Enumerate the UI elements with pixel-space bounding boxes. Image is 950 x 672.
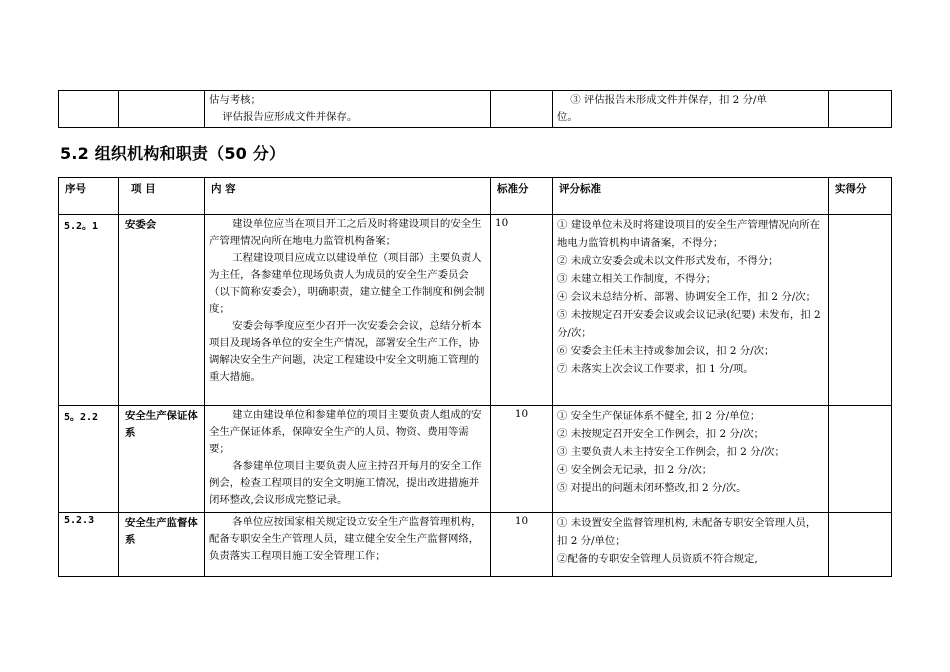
row-score: 10 [491,406,553,513]
criteria-line: 位。 [557,111,578,123]
criteria-line: ① 安全生产保证体系不健全, 扣 2 分/单位； [557,410,761,422]
row-seq: 5.2.3 [59,513,119,577]
item-cell [119,91,205,128]
header-standard: 标准分 [491,178,553,215]
criteria-line: ② 未按规定召开安全工作例会，扣 2 分/次； [557,428,765,440]
criteria-line: ② 未成立安委会或未以文件形式发布，不得分； [557,255,779,267]
header-content: 内 容 [205,178,491,215]
header-criteria: 评分标准 [553,178,829,215]
row-actual [829,513,892,577]
header-actual: 实得分 [829,178,892,215]
row-item: 安委会 [119,215,205,406]
row-content: 各单位应按国家相关规定设立安全生产监督管理机构，配备专职安全生产管理人员，建立健全安全生产监督网络，负责落实工程项目施工安全管理工作； [205,513,491,577]
header-row [59,178,892,215]
criteria-line: ③ 主要负责人未主持安全工作例会，扣 2 分/次； [557,446,785,458]
header-seq: 序号 [59,178,119,215]
row-score: 10 [491,513,553,577]
criteria-line: ① 未设置安全监督管理机构, 未配备专职安全管理人员，扣 2 分/单位； [557,517,817,547]
row-criteria [553,513,829,577]
section-title: 5.2 组织机构和职责（50 分） [60,144,286,163]
criteria-line: ④ 安全例会无记录，扣 2 分/次； [557,464,713,476]
continuation-table [58,90,892,128]
criteria-line: ⑥ 安委会主任未主持或参加会议，扣 2 分/次； [557,345,775,357]
criteria-line: ③ 评估报告未形成文件并保存，扣 2 分/单 [557,94,767,106]
row-criteria [553,215,829,406]
table-row [59,513,892,577]
criteria-line: ⑦ 未落实上次会议工作要求，扣 1 分/项。 [557,363,754,375]
row-score: 10 [491,215,553,406]
criteria-line: ④ 会议未总结分析、部署、协调安全工作，扣 2 分/次； [557,291,817,303]
scoring-table [58,177,892,577]
score-cell [491,91,553,128]
content-line: 估与考核； [209,94,261,106]
row-seq: 5.2。1 [59,215,119,406]
row-item: 安全生产监督体系 [119,513,205,577]
row-item: 安全生产保证体系 [119,406,205,513]
criteria-line: ⑤ 对提出的问题未闭环整改,扣 2 分/次。 [557,482,747,494]
table-row [59,91,892,128]
content-line: 评估报告应形成文件并保存。 [209,111,358,123]
table-row [59,215,892,406]
criteria-cell [553,91,829,128]
row-actual [829,215,892,406]
row-content: 建设单位应当在项目开工之后及时将建设项目的安全生产管理情况向所在地电力监管机构备案； 工程建设项目应成立以建设单位（项目部）主要负责人为主任，各参建单位现场负责人为成员的安全生产委员会（以下简称安委会），明确职责，建立健全工作制度和例会制度； 安委会每季度应至少召开一次安委会会议，总结分析本项目及现场各单位的安全生产情况，部署安全生产工作，协调解决安全生产问题，决定工程建设中安全文明施工管理的重大措施。 [205,215,491,406]
header-item: 项 目 [119,178,205,215]
actual-cell [829,91,892,128]
row-criteria [553,406,829,513]
criteria-line: ③ 未建立相关工作制度，不得分； [557,273,717,285]
seq-cell [59,91,119,128]
row-content: 建立由建设单位和参建单位的项目主要负责人组成的安全生产保证体系，保障安全生产的人员、物资、费用等需要； 各参建单位项目主要负责人应主持召开每月的安全工作例会，检查工程项目的安全文明施工情况，提出改进措施并闭环整改,会议形成完整记录。 [205,406,491,513]
content-cell [205,91,491,128]
row-actual [829,406,892,513]
criteria-line: ⑤ 未按规定召开安委会议或会议记录(纪要) 未发布，扣 2 分/次； [557,309,821,339]
row-seq: 5。2.2 [59,406,119,513]
table-row [59,406,892,513]
criteria-line: ① 建设单位未及时将建设项目的安全生产管理情况向所在地电力监管机构申请备案，不得分； [557,219,821,249]
criteria-line: ②配备的专职安全管理人员资质不符合规定, [557,553,758,565]
